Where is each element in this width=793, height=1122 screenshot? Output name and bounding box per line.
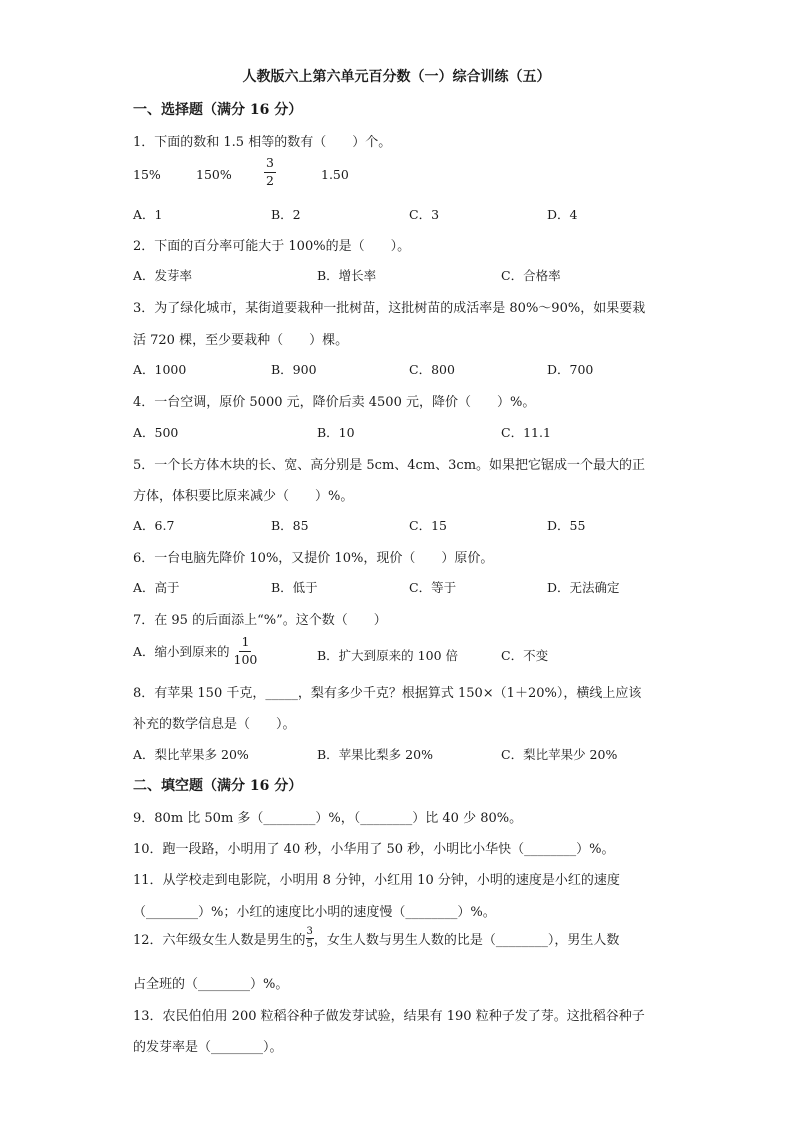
q7-option-b[interactable]: B．扩大到原来的 100 倍 (317, 648, 458, 663)
q7-option-a-label: A．缩小到原来的 (133, 644, 230, 659)
q4-option-c[interactable]: C．11.1 (501, 425, 551, 440)
q5-option-b[interactable]: B．85 (271, 518, 309, 533)
q1-option-c[interactable]: C．3 (409, 207, 440, 222)
question-2: 2．下面的百分率可能大于 100%的是（ ）。 (133, 239, 411, 254)
q6-option-a[interactable]: A．高于 (133, 580, 180, 595)
q3-option-c[interactable]: C．800 (409, 362, 455, 377)
q5-option-c[interactable]: C．15 (409, 518, 447, 533)
question-13-line-2: 的发芽率是（________）。 (133, 1040, 283, 1055)
q1-item-15pct: 15% (133, 167, 161, 182)
q7-frac-denominator: 100 (233, 651, 258, 667)
question-3-line-1: 3．为了绿化城市，某街道要栽种一批树苗，这批树苗的成活率是 80%～90%，如果要栽 (133, 301, 646, 316)
q2-option-c[interactable]: C．合格率 (501, 268, 561, 283)
question-12-line-2: 占全班的（________）%。 (133, 977, 289, 992)
question-11-line-1: 11．从学校走到电影院，小明用 8 分钟，小红用 10 分钟，小明的速度是小红的速度 (133, 873, 620, 888)
question-8-line-1: 8．有苹果 150 千克，_____，梨有多少千克？根据算式 150×（1＋20%），横线上应该 (133, 686, 642, 701)
q2-option-b[interactable]: B．增长率 (317, 268, 377, 283)
q3-option-d[interactable]: D．700 (547, 362, 594, 377)
question-4: 4．一台空调，原价 5000 元，降价后卖 4500 元，降价（ ）%。 (133, 395, 536, 410)
q6-option-d[interactable]: D．无法确定 (547, 580, 620, 595)
q12-text-post: ，女生人数与男生人数的比是（________），男生人数 (313, 933, 620, 948)
q8-option-a[interactable]: A．梨比苹果多 20% (133, 747, 249, 762)
q3-option-a[interactable]: A．1000 (133, 362, 187, 377)
q5-option-d[interactable]: D．55 (547, 518, 586, 533)
question-12-line-1 (133, 927, 619, 950)
question-13-line-1: 13．农民伯伯用 200 粒稻谷种子做发芽试验，结果有 190 粒种子发了芽。这批稻谷种子 (133, 1009, 645, 1024)
question-10: 10．跑一段路，小明用了 40 秒，小华用了 50 秒，小明比小华快（________）%。 (133, 842, 615, 857)
section-heading-choice: 一、选择题（满分 16 分） (133, 102, 303, 118)
q1-frac-denominator: 2 (266, 172, 274, 188)
section-heading-fill: 二、填空题（满分 16 分） (133, 778, 303, 794)
q1-option-b[interactable]: B．2 (271, 207, 301, 222)
q1-item-fraction (264, 157, 276, 187)
page-title: 人教版六上第六单元百分数（一）综合训练（五） (242, 69, 551, 85)
q1-option-a[interactable]: A．1 (133, 207, 163, 222)
q1-option-d[interactable]: D．4 (547, 207, 578, 222)
q5-option-a[interactable]: A．6.7 (133, 518, 175, 533)
q1-item-1-50: 1.50 (321, 167, 349, 182)
q12-text-pre: 12．六年级女生人数是男生的 (133, 933, 306, 948)
question-3-line-2: 活 720 棵，至少要栽种（ ）棵。 (133, 333, 349, 348)
q1-item-150pct: 150% (196, 167, 232, 182)
q2-option-a[interactable]: A．发芽率 (133, 268, 193, 283)
question-5-line-1: 5．一个长方体木块的长、宽、高分别是 5cm、4cm、3cm。如果把它锯成一个最大的正 (133, 458, 646, 473)
question-11-line-2: （________）%；小红的速度比小明的速度慢（________）%。 (133, 905, 496, 920)
q4-option-a[interactable]: A．500 (133, 425, 179, 440)
question-8-line-2: 补充的数学信息是（ ）。 (133, 717, 296, 732)
q12-frac-numerator: 3 (306, 926, 313, 937)
q7-frac-numerator: 1 (239, 636, 251, 652)
question-9: 9．80m 比 50m 多（________）%，（________）比 40 少 80%。 (133, 811, 523, 826)
q3-option-b[interactable]: B．900 (271, 362, 317, 377)
q4-option-b[interactable]: B．10 (317, 425, 355, 440)
q12-frac-denominator: 5 (306, 939, 313, 950)
question-7: 7．在 95 的后面添上“%”。这个数（ ） (133, 613, 387, 628)
question-5-line-2: 方体，体积要比原来减少（ ）%。 (133, 489, 354, 504)
q6-option-b[interactable]: B．低于 (271, 580, 318, 595)
q6-option-c[interactable]: C．等于 (409, 580, 457, 595)
question-1: 1．下面的数和 1.5 相等的数有（ ）个。 (133, 135, 392, 150)
q7-option-a[interactable] (133, 636, 259, 666)
q8-option-c[interactable]: C．梨比苹果少 20% (501, 747, 618, 762)
question-6: 6．一台电脑先降价 10%，又提价 10%，现价（ ）原价。 (133, 551, 494, 566)
q8-option-b[interactable]: B．苹果比梨多 20% (317, 747, 433, 762)
q7-option-c[interactable]: C．不变 (501, 648, 549, 663)
q1-frac-numerator: 3 (264, 157, 276, 173)
